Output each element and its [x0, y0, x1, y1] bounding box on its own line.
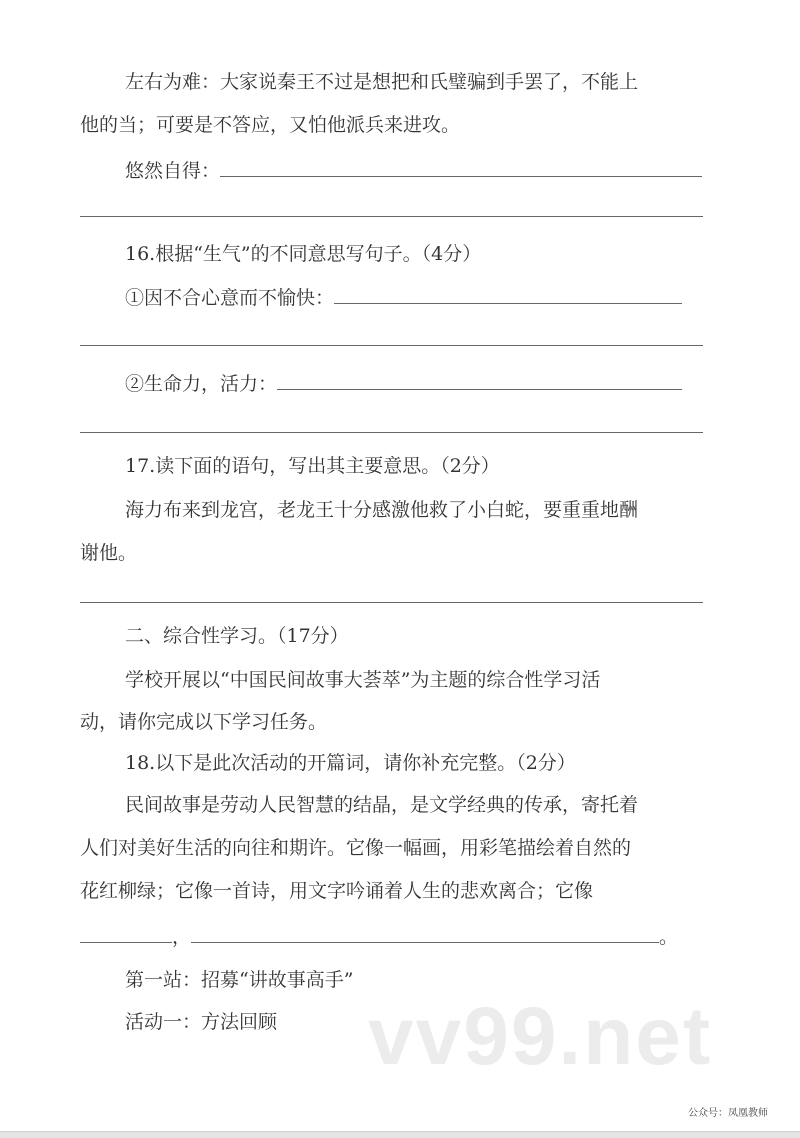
prompt: ②生命力，活力：	[125, 373, 278, 395]
text-line: 动，请你完成以下学习任务。	[80, 711, 328, 733]
period: 。	[659, 926, 679, 948]
answer-blank[interactable]	[80, 216, 703, 217]
answer-line-18[interactable]	[80, 924, 678, 949]
text-line: 谢他。	[80, 542, 138, 564]
prompt: 悠然自得：	[125, 160, 221, 182]
question-16: 16.根据“生气”的不同意思写句子。（4分）	[125, 243, 482, 265]
text-line: 花红柳绿；它像一首诗，用文字吟诵着人生的悲欢离合；它像	[80, 880, 594, 902]
text-line: 左右为难：大家说秦王不过是想把和氏璧骗到手罢了，不能上	[125, 71, 639, 93]
text-line: 人们对美好生活的向往和期许。它像一幅画，用彩笔描绘着自然的	[80, 837, 632, 859]
answer-blank[interactable]	[80, 345, 703, 346]
answer-blank[interactable]	[80, 432, 703, 433]
question-17: 17.读下面的语句，写出其主要意思。（2分）	[125, 455, 500, 477]
prompt: ①因不合心意而不愉快：	[125, 287, 335, 309]
text-line: 他的当；可要是不答应，又怕他派兵来进攻。	[80, 114, 461, 136]
text-line: 海力布来到龙宫，老龙王十分感激他救了小白蛇，要重重地酬	[125, 499, 639, 521]
comma: ，	[172, 926, 192, 948]
answer-blank[interactable]	[80, 602, 703, 603]
footer-credit: 公众号：凤凰教师	[688, 1108, 768, 1119]
answer-blank[interactable]	[220, 158, 702, 177]
watermark: vv99.net	[368, 991, 713, 1082]
text-line: 民间故事是劳动人民智慧的结晶，是文学经典的传承，寄托着	[125, 794, 639, 816]
station-heading: 第一站：招募“讲故事高手”	[125, 969, 354, 991]
section-heading: 二、综合性学习。（17分）	[125, 625, 349, 647]
question-18: 18.以下是此次活动的开篇词，请你补充完整。（2分）	[125, 752, 576, 774]
answer-blank[interactable]	[277, 371, 682, 390]
answer-line-yourandezide[interactable]	[125, 158, 702, 183]
activity-heading: 活动一：方法回顾	[125, 1011, 278, 1033]
answer-blank[interactable]	[334, 285, 682, 304]
answer-line-16a[interactable]	[125, 285, 682, 310]
answer-line-16b[interactable]	[125, 371, 682, 396]
text-line: 学校开展以“中国民间故事大荟萃”为主题的综合性学习活	[125, 669, 601, 691]
answer-blank[interactable]	[80, 924, 172, 943]
answer-blank[interactable]	[191, 924, 659, 943]
